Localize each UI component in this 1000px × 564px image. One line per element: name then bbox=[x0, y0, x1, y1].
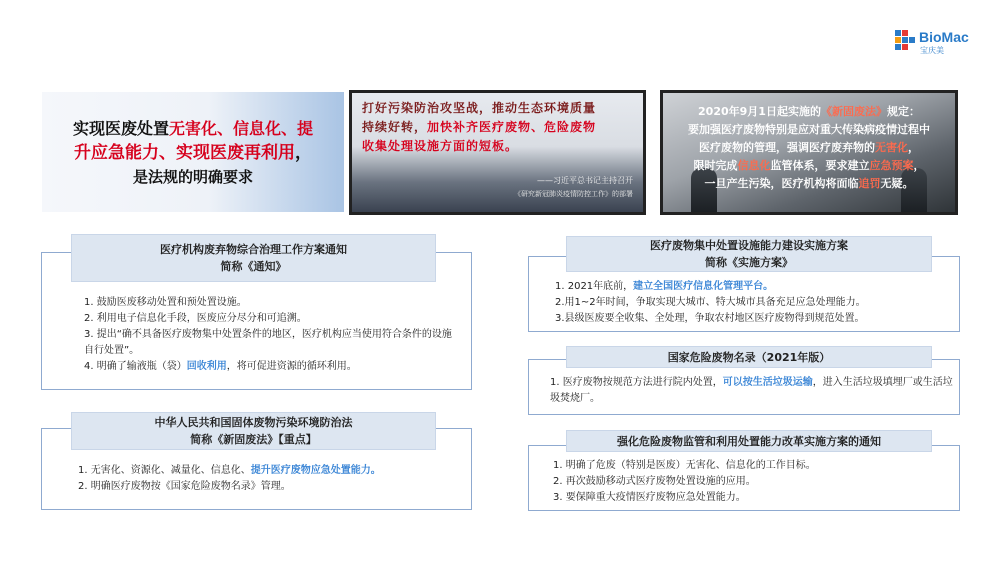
notice-card-body bbox=[57, 295, 457, 375]
hazardous-waste-list-card-header: 国家危险废物名录（2021年版） bbox=[566, 346, 932, 368]
list-item: 1. 2021年底前，建立全国医疗信息化管理平台。 bbox=[555, 281, 774, 292]
solid-waste-law-card-body bbox=[78, 463, 468, 495]
quote-text: 打好污染防治攻坚战，推动生态环境质量 持续好转，加快补齐医疗废物、危险废物 收集处理设施方面的短板。 bbox=[362, 101, 597, 153]
logo-text: BioMac bbox=[919, 29, 969, 45]
logo-mark-icon bbox=[895, 30, 917, 54]
list-item: 3. 要保障重大疫情医疗废物应急处置能力。 bbox=[553, 492, 746, 503]
hazardous-waste-list-card-body bbox=[550, 375, 954, 407]
biomac-logo bbox=[895, 30, 975, 56]
solid-waste-law-card-header: 中华人民共和国固体废物污染环境防治法 简称《新固废法》【重点】 bbox=[71, 412, 436, 450]
quote-source-detail: 《研究新冠肺炎疫情防控工作》的部署 bbox=[514, 190, 633, 198]
implementation-plan-card-header: 医疗废物集中处置设施能力建设实施方案 简称《实施方案》 bbox=[566, 236, 932, 272]
quote-image-panel bbox=[349, 90, 646, 215]
headline-line-2: 升应急能力、实现医废再利用， bbox=[74, 142, 312, 163]
headline-line-3: 是法规的明确要求 bbox=[132, 167, 253, 186]
reform-plan-card-body bbox=[553, 458, 953, 506]
implementation-plan-card-body bbox=[555, 279, 955, 327]
notice-card-header: 医疗机构废弃物综合治理工作方案通知 简称《通知》 bbox=[71, 234, 436, 282]
reform-plan-card-header: 强化危险废物监管和利用处置能力改革实施方案的通知 bbox=[566, 430, 932, 452]
list-item: 3.县级医废要全收集、全处理，争取农村地区医疗废物得到规范处置。 bbox=[555, 313, 865, 324]
list-item: 4. 明确了输液瓶（袋）回收利用，将可促进资源的循环利用。 bbox=[84, 361, 357, 372]
logo-subtext: 宝庆美 bbox=[920, 46, 944, 55]
law-image-panel bbox=[660, 90, 958, 215]
list-item: 1. 明确了危废（特别是医废）无害化、信息化的工作目标。 bbox=[553, 460, 816, 471]
list-item: 2.用1~2年时间，争取实现大城市、特大城市具备充足应急处理能力。 bbox=[555, 297, 866, 308]
law-text: 2020年9月1日起实施的《新固废法》规定： 要加强医疗废物特别是应对重大传染病疫情过程中 医疗废物的管理，强调医疗废弃物的无害化， 限时完成信息化监管体系，要求建立应急预案， 一旦产生污染，医疗机构将面临追罚无疑。 bbox=[688, 105, 930, 190]
list-item: 2. 利用电子信息化手段，医废应分尽分和可追溯。 bbox=[84, 313, 307, 324]
list-item: 3. 提出“确不具备医疗废物集中处置条件的地区，医疗机构应当使用符合条件的设施自行处置”。 bbox=[84, 329, 452, 356]
quote-source: ——习近平总书记主持召开 bbox=[537, 176, 633, 185]
list-item: 2. 明确医疗废物按《国家危险废物名录》管理。 bbox=[78, 481, 291, 492]
list-item: 2. 再次鼓励移动式医疗废物处置设施的应用。 bbox=[553, 476, 756, 487]
list-item: 1. 医疗废物按规范方法进行院内处置，可以按生活垃圾运输，进入生活垃圾填埋厂或生活垃圾焚烧厂。 bbox=[550, 377, 953, 404]
headline-panel bbox=[42, 92, 344, 212]
list-item: 1. 无害化、资源化、减量化、信息化、提升医疗废物应急处置能力。 bbox=[78, 465, 381, 476]
list-item: 1. 鼓励医废移动处置和预处置设施。 bbox=[84, 297, 247, 308]
headline-line-1: 实现医废处置无害化、信息化、提 bbox=[72, 118, 314, 138]
